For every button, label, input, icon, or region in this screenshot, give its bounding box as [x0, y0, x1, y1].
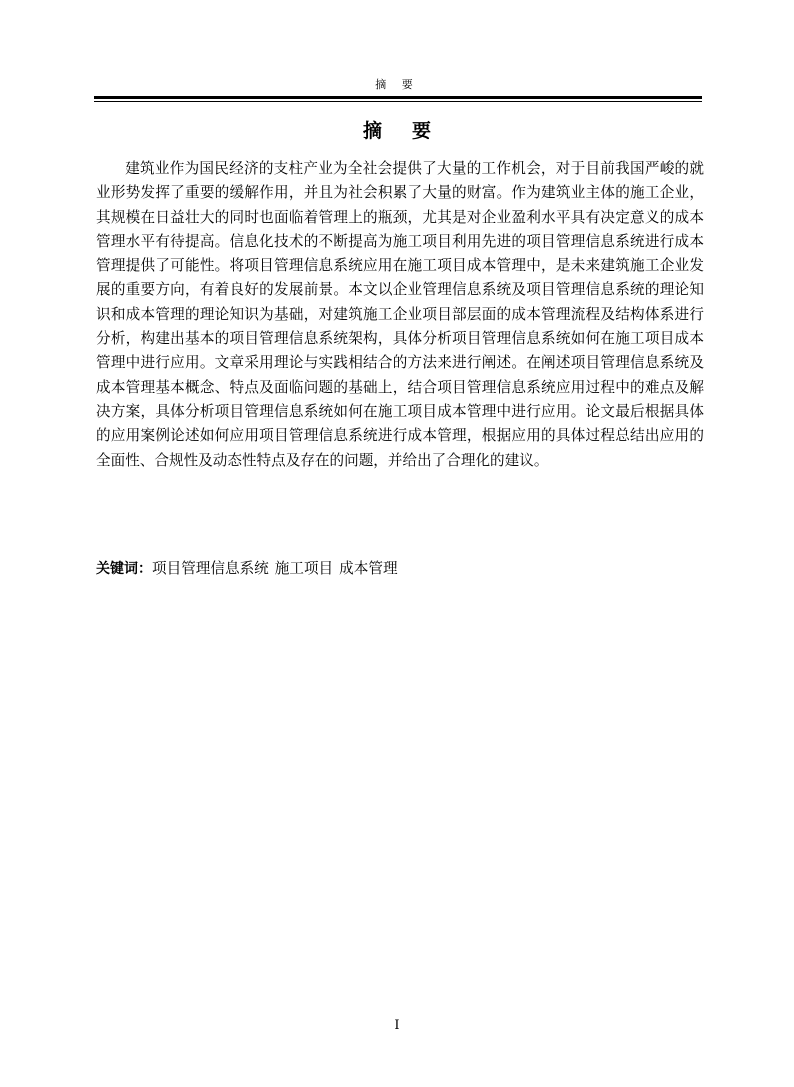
keyword-term: 项目管理信息系统: [152, 560, 269, 577]
header-rule-thin: [94, 101, 702, 102]
page-title: 摘要: [362, 120, 461, 142]
abstract-paragraph: 建筑业作为国民经济的支柱产业为全社会提供了大量的工作机会，对于目前我国严峻的就业形势发挥了重要的缓解作用，并且为社会积累了大量的财富。作为建筑业主体的施工企业，其规模在日益壮大的同时也面临着管理上的瓶颈，尤其是对企业盈利水平具有决定意义的成本管理水平有待提高。信息化技术的不断提高为施工项目利用先进的项目管理信息系统进行成本管理提供了可能性。将项目管理信息系统应用在施工项目成本管理中，是未来建筑施工企业发展的重要方向，有着良好的发展前景。本文以企业管理信息系统及项目管理信息系统的理论知识和成本管理的理论知识为基础，对建筑施工企业项目部层面的成本管理流程及结构体系进行分析，构建出基本的项目管理信息系统架构，具体分析项目管理信息系统如何在施工项目成本管理中进行应用。文章采用理论与实践相结合的方法来进行阐述。在阐述项目管理信息系统及成本管理基本概念、特点及面临问题的基础上，结合项目管理信息系统应用过程中的难点及解决方案，具体分析项目管理信息系统如何在施工项目成本管理中进行应用。论文最后根据具体的应用案例论述如何应用项目管理信息系统进行成本管理，根据应用的具体过程总结出应用的全面性、合规性及动态性特点及存在的问题，并给出了合理化的建议。: [96, 160, 704, 469]
keywords-line: [96, 557, 704, 581]
page-number: I: [394, 1018, 400, 1033]
keyword-term: 施工项目: [274, 560, 334, 577]
running-header: 摘 要: [375, 78, 419, 91]
keywords-label: 关键词：: [96, 561, 152, 577]
keyword-term: 成本管理: [339, 560, 398, 577]
header-rule-thick: [94, 96, 702, 99]
